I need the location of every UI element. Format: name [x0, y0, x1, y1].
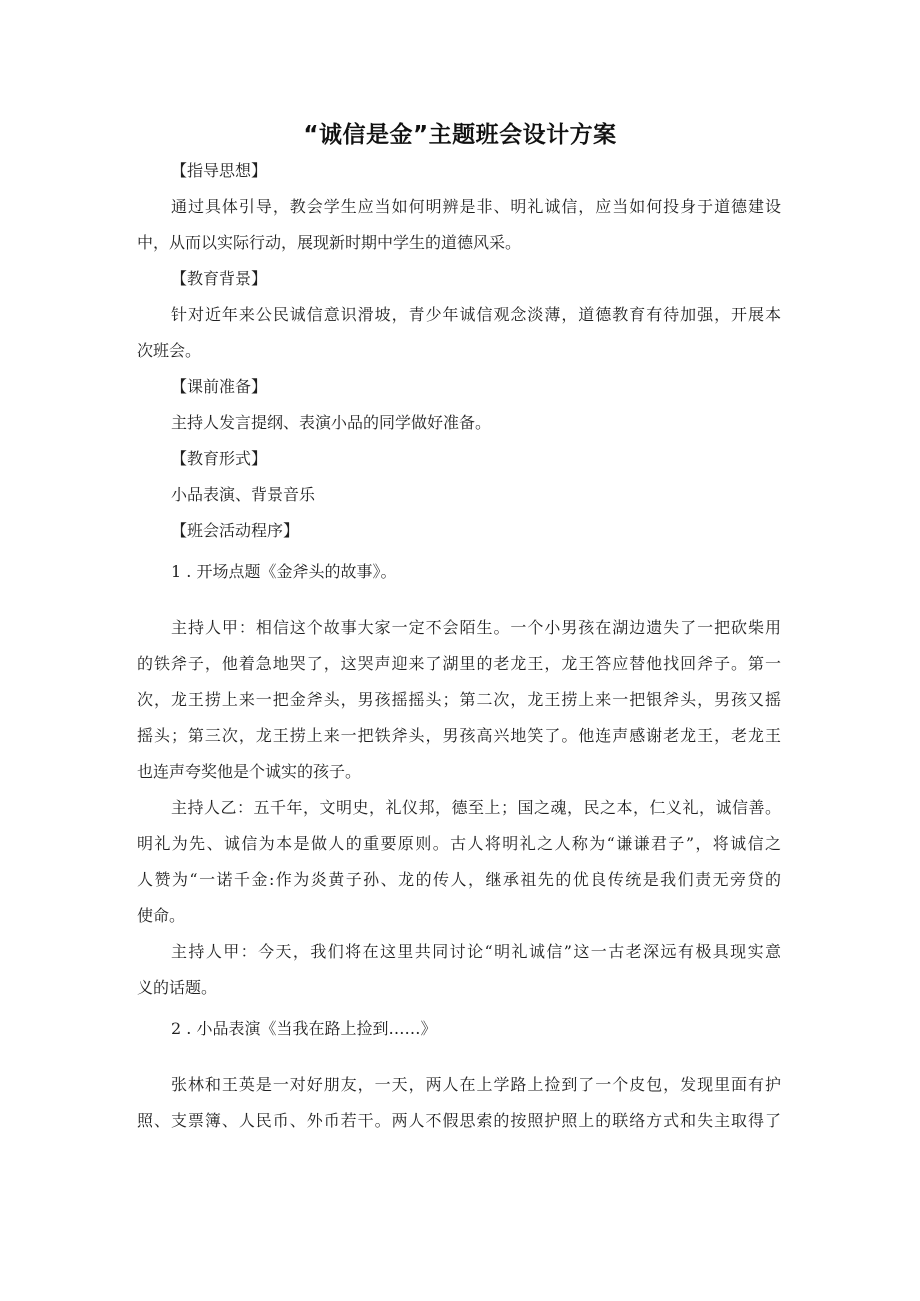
paragraph-line: 照、支票簿、人民币、外币若干。两人不假思索的按照护照上的联络方式和失主取得了	[137, 1111, 781, 1130]
paragraph-line: 通过具体引导，教会学生应当如何明辨是非、明礼诚信，应当如何投身于道德建设	[171, 197, 781, 216]
paragraph-line: 主持人乙：五千年，文明史，礼仪邦，德至上；国之魂，民之本，仁义礼，诚信善。	[171, 798, 781, 817]
paragraph-line: 次班会。	[137, 341, 202, 360]
paragraph-line: 张林和王英是一对好朋友，一天，两人在上学路上捡到了一个皮包，发现里面有护	[171, 1075, 781, 1094]
paragraph-line: 人赞为“一诺千金:作为炎黄子孙、龙的传人，继承祖先的优良传统是我们责无旁贷的	[137, 870, 781, 889]
paragraph-line: 主持人发言提纲、表演小品的同学做好准备。	[171, 413, 492, 432]
section-heading-education-form: 【教育形式】	[171, 449, 268, 468]
paragraph-line: 针对近年来公民诚信意识滑坡，青少年诚信观念淡薄，道德教育有待加强，开展本	[171, 305, 781, 324]
numbered-item-2: 2 . 小品表演《当我在路上捡到……》	[171, 1019, 437, 1038]
paragraph-line: 义的话题。	[137, 978, 218, 997]
paragraph-line: 主持人甲：今天，我们将在这里共同讨论“明礼诚信”这一古老深远有极具现实意	[171, 942, 781, 961]
paragraph-line: 使命。	[137, 906, 186, 925]
section-heading-preparation: 【课前准备】	[171, 377, 268, 396]
paragraph-line: 的铁斧子，他着急地哭了，这哭声迎来了湖里的老龙王，龙王答应替他找回斧子。第一	[137, 654, 781, 673]
paragraph-line: 摇头；第三次，龙王捞上来一把铁斧头，男孩高兴地笑了。他连声感谢老龙王，老龙王	[137, 726, 781, 745]
paragraph-line: 主持人甲：相信这个故事大家一定不会陌生。一个小男孩在湖边遗失了一把砍柴用	[171, 618, 781, 637]
paragraph-line: 明礼为先、诚信为本是做人的重要原则。古人将明礼之人称为“谦谦君子”，将诚信之	[137, 834, 781, 853]
paragraph-line: 也连声夸奖他是个诚实的孩子。	[137, 762, 362, 781]
paragraph-line: 次，龙王捞上来一把金斧头，男孩摇摇头；第二次，龙王捞上来一把银斧头，男孩又摇	[137, 690, 781, 709]
section-heading-education-background: 【教育背景】	[171, 269, 268, 288]
numbered-item-1: 1 . 开场点题《金斧头的故事》。	[171, 562, 397, 581]
section-heading-guiding-thought: 【指导思想】	[171, 161, 268, 180]
section-heading-activity-procedure: 【班会活动程序】	[171, 521, 300, 540]
document-title: “诚信是金”主题班会设计方案	[303, 122, 617, 148]
paragraph-line: 中，从而以实际行动，展现新时期中学生的道德风采。	[137, 233, 522, 252]
paragraph-line: 小品表演、背景音乐	[171, 485, 316, 504]
